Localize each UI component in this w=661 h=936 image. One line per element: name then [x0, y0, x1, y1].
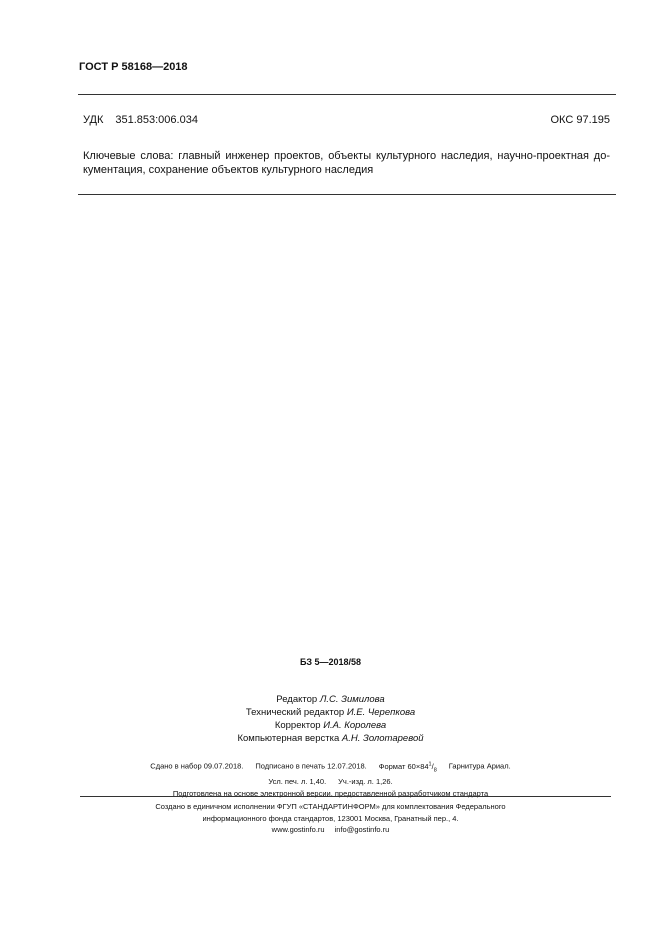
keywords-line-1: Ключевые слова: главный инженер проектов, объекты культурного наследия, научно-проектная до-: [83, 150, 610, 162]
publisher-sheets: Уч.-изд. л. 1,26.: [338, 777, 393, 786]
paper-format: Формат $60\times 84^1/_8$: [378, 761, 437, 773]
submitted-date: Сдано в набор 09.07.2018.: [150, 761, 244, 771]
footer-line-1: Создано в единичном исполнении ФГУП «СТАНДАРТИНФОРМ» для комплектования Федерального: [155, 802, 506, 811]
credit-role: Технический редактор: [245, 707, 345, 718]
udc-value: 351.853:006.034: [115, 114, 198, 126]
credit-layout: [0, 732, 661, 745]
bz-number: БЗ 5—2018/58: [299, 657, 362, 667]
keywords-divider: [78, 194, 616, 195]
credit-name: А.Н. Золотаревой: [341, 733, 424, 744]
publication-row-1: [0, 758, 661, 776]
footer-line-2: информационного фонда стандартов, 123001 Москва, Гранатный пер., 4.: [202, 813, 459, 823]
credit-name: И.Е. Черепкова: [346, 707, 416, 718]
credit-role: Компьютерная верстка: [237, 733, 340, 744]
signed-date: Подписано в печать 12.07.2018.: [255, 761, 367, 771]
document-code: ГОСТ Р 58168—2018: [79, 61, 188, 73]
credit-proofreader: [0, 719, 661, 732]
typeface: Гарнитура Ариал.: [448, 761, 511, 771]
credit-editor: [0, 693, 661, 706]
udc-block: [83, 114, 198, 126]
footer-divider: [80, 796, 611, 797]
publication-details: [0, 758, 661, 800]
classification-row: [83, 114, 610, 126]
credit-name: И.А. Королева: [323, 720, 387, 731]
keywords-paragraph: [83, 149, 610, 177]
format-numerator: 1: [428, 761, 432, 767]
print-sheets: Усл. печ. л. 1,40.: [268, 777, 327, 786]
publication-row-2: [0, 776, 661, 788]
website-link[interactable]: www.gostinfo.ru: [271, 825, 325, 834]
format-denominator: 8: [433, 767, 437, 773]
publisher-footer: [0, 801, 661, 836]
credit-role: Редактор: [276, 694, 318, 705]
credits-block: [0, 693, 661, 745]
credit-role: Корректор: [274, 720, 321, 731]
publication-row-3: Подготовлена на основе электронной версии, предоставленной разработчиком стандарта: [172, 789, 489, 798]
udc-label: УДК: [83, 114, 104, 126]
oks-code: ОКС 97.195: [550, 114, 610, 126]
credit-name: Л.С. Зимилова: [319, 694, 385, 705]
footer-contacts: [0, 824, 661, 836]
keywords-line-2: кументация, сохранение объектов культурного наследия: [83, 164, 374, 176]
email-link[interactable]: info@gostinfo.ru: [334, 825, 390, 834]
top-divider: [78, 94, 616, 95]
credit-technical-editor: [0, 706, 661, 719]
